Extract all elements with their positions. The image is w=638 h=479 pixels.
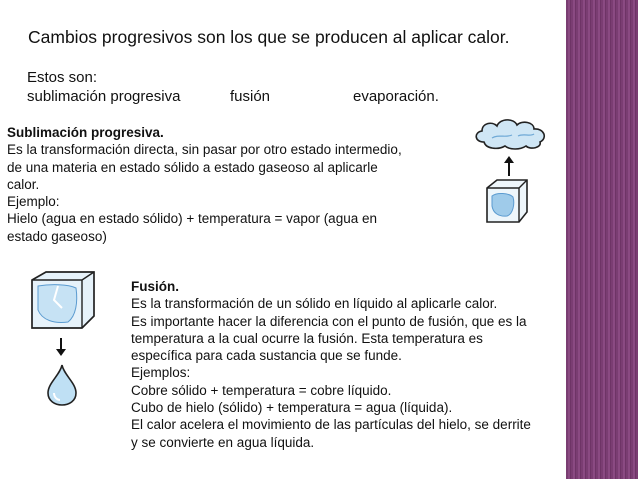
sublimation-section <box>7 124 447 245</box>
up-arrow-icon <box>503 155 515 177</box>
fusion-line: Cobre sólido + temperatura = cobre líquido. <box>131 382 392 398</box>
fusion-line: Ejemplos: <box>131 365 191 381</box>
type-sublimation: sublimación progresiva <box>27 88 181 105</box>
sublimation-line: Es la transformación directa, sin pasar por otro estado intermedio, <box>7 142 402 158</box>
fusion-line: Es la transformación de un sólido en líquido al aplicarle calor. <box>131 296 498 312</box>
cloud-icon <box>472 116 552 152</box>
sublimation-line: de una materia en estado sólido a estado gaseoso al aplicarle <box>7 159 378 175</box>
fusion-line: Es importante hacer la diferencia con el punto de fusión, que es la <box>131 313 527 329</box>
sublimation-line: Ejemplo: <box>7 194 60 210</box>
sublimation-heading: Sublimación progresiva. <box>7 125 164 140</box>
water-drop-icon <box>44 363 80 407</box>
fusion-line: Cubo de hielo (sólido) + temperatura = agua (líquida). <box>131 400 453 416</box>
intro-text: Estos son: <box>27 69 98 86</box>
fusion-line: y se convierte en agua líquida. <box>131 434 315 450</box>
fusion-line: temperatura a la cual ocurre la fusión. Esta temperatura es <box>131 330 483 346</box>
slide-title: Cambios progresivos son los que se producen al aplicar calor. <box>28 27 510 47</box>
type-fusion: fusión <box>230 88 271 105</box>
fusion-heading: Fusión. <box>131 279 179 294</box>
sublimation-line: Hielo (agua en estado sólido) + temperatura = vapor (agua en <box>7 211 377 227</box>
ice-cube-icon <box>483 178 531 224</box>
decorative-side-stripe <box>566 0 638 479</box>
sublimation-line: calor. <box>7 176 40 192</box>
sublimation-line: estado gaseoso) <box>7 228 107 244</box>
down-arrow-icon <box>55 337 67 357</box>
fusion-line: específica para cada sustancia que se funde. <box>131 348 402 364</box>
type-evaporation: evaporación. <box>353 88 439 105</box>
fusion-section <box>131 278 556 451</box>
fusion-line: El calor acelera el movimiento de las partículas del hielo, se derrite <box>131 417 531 433</box>
ice-block-icon <box>28 270 98 332</box>
